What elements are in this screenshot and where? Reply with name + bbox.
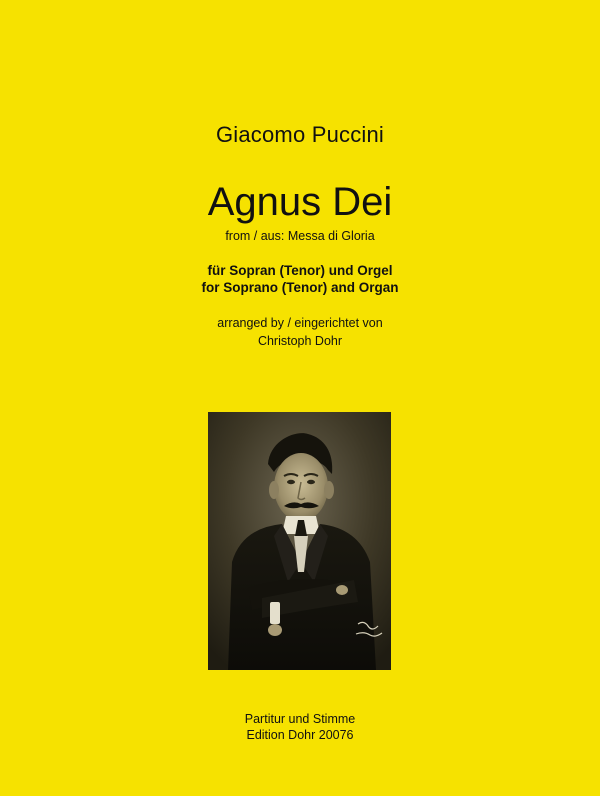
arranged-by-label: arranged by / eingerichtet von	[217, 316, 383, 330]
scoring-german: für Sopran (Tenor) und Orgel	[207, 263, 393, 278]
portrait-photo	[208, 412, 391, 670]
arranger-name: Christoph Dohr	[257, 334, 343, 348]
source-work: from / aus: Messa di Gloria	[225, 229, 375, 243]
edition-footer	[0, 711, 600, 743]
edition-number: Edition Dohr 20076	[246, 728, 354, 742]
composer-name: Giacomo Puccini	[215, 122, 385, 147]
work-title: Agnus Dei	[207, 180, 393, 224]
edition-format: Partitur und Stimme	[244, 712, 356, 726]
portrait-illustration	[208, 412, 391, 670]
scoring-english: for Soprano (Tenor) and Organ	[201, 280, 399, 295]
scoring-block	[0, 262, 600, 296]
arranger-block	[0, 314, 600, 350]
